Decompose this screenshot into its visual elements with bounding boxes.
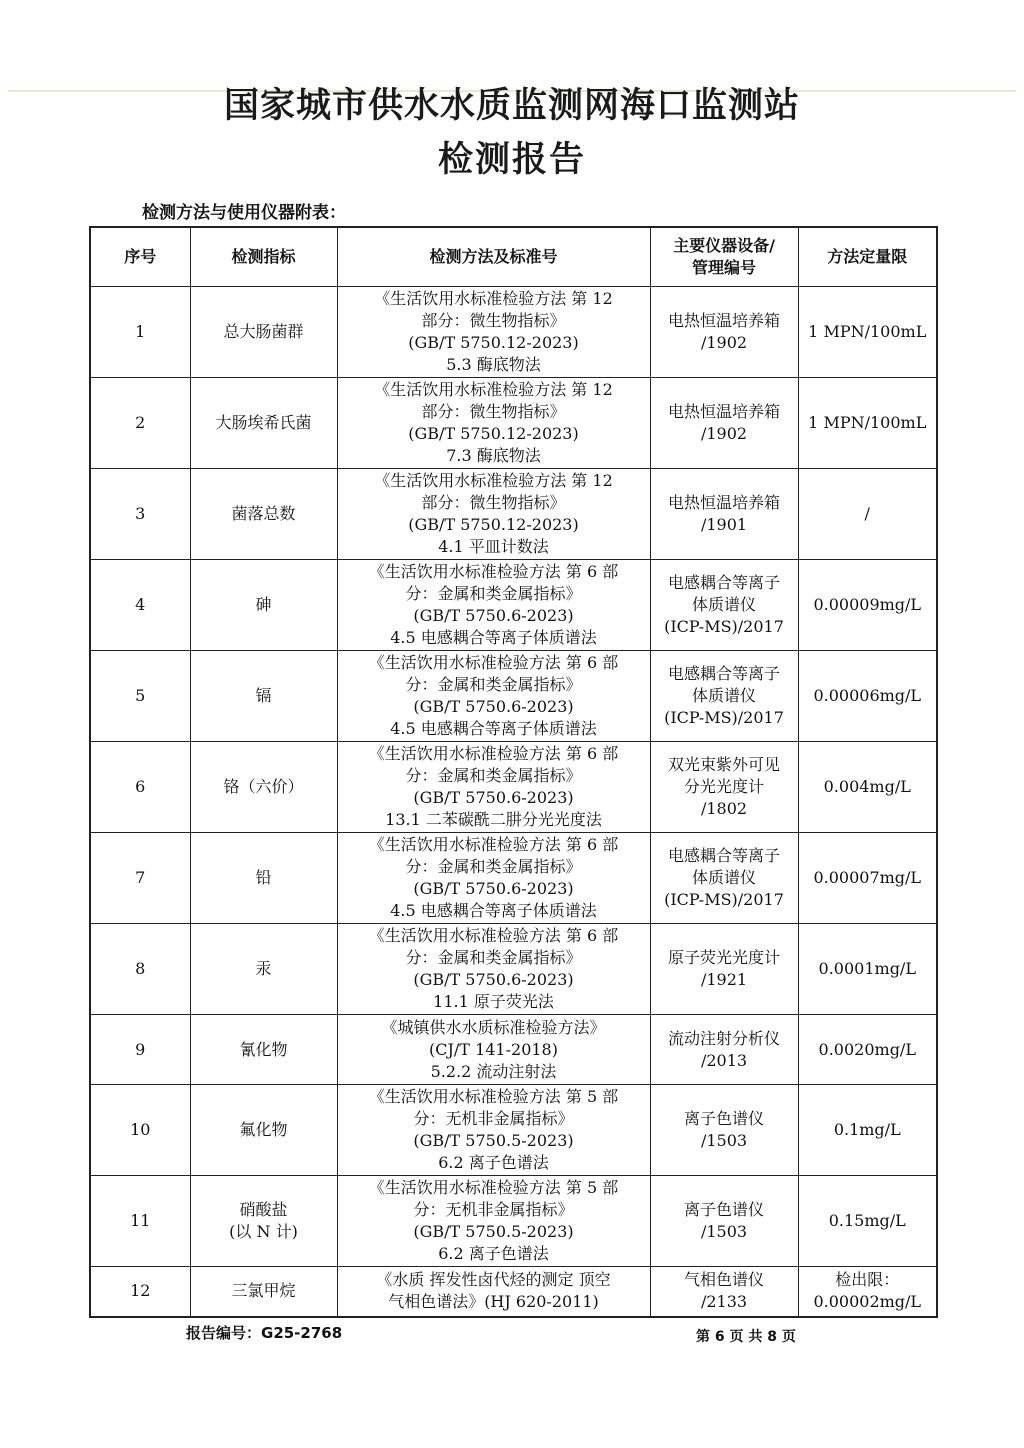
indicator-cell: 大肠埃希氏菌 (190, 378, 337, 469)
row-number: 5 (90, 651, 190, 742)
instrument-cell: 电热恒温培养箱 /1901 (650, 469, 798, 560)
method-cell: 《生活饮用水标准检验方法 第 6 部 分：金属和类金属指标》 (GB/T 5750.6-2023) 11.1 原子荧光法 (337, 924, 650, 1015)
row-number: 8 (90, 924, 190, 1015)
header-cell-indicator: 检测指标 (190, 227, 337, 287)
method-cell: 《生活饮用水标准检验方法 第 12 部分：微生物指标》 (GB/T 5750.12-2023) 4.1 平皿计数法 (337, 469, 650, 560)
table-body (90, 287, 937, 1317)
header-cell-no: 序号 (90, 227, 190, 287)
method-cell: 《生活饮用水标准检验方法 第 5 部 分：无机非金属指标》 (GB/T 5750.5-2023) 6.2 离子色谱法 (337, 1085, 650, 1176)
indicator-cell: 总大肠菌群 (190, 287, 337, 378)
table-row (90, 742, 937, 833)
row-number: 6 (90, 742, 190, 833)
method-cell: 《生活饮用水标准检验方法 第 6 部 分：金属和类金属指标》 (GB/T 5750.6-2023) 4.5 电感耦合等离子体质谱法 (337, 560, 650, 651)
indicator-cell: 菌落总数 (190, 469, 337, 560)
row-number: 1 (90, 287, 190, 378)
table-row (90, 378, 937, 469)
indicator-cell: 铅 (190, 833, 337, 924)
header-cell-instrument: 主要仪器设备/ 管理编号 (650, 227, 798, 287)
row-number: 7 (90, 833, 190, 924)
instrument-cell: 原子荧光光度计 /1921 (650, 924, 798, 1015)
instrument-cell: 流动注射分析仪 /2013 (650, 1015, 798, 1085)
header-cell-method: 检测方法及标准号 (337, 227, 650, 287)
instrument-cell: 电热恒温培养箱 /1902 (650, 378, 798, 469)
methods-table (89, 226, 938, 1318)
limit-cell: 0.0001mg/L (798, 924, 937, 1015)
row-number: 10 (90, 1085, 190, 1176)
table-row (90, 469, 937, 560)
row-number: 12 (90, 1267, 190, 1317)
instrument-cell: 双光束紫外可见 分光光度计 /1802 (650, 742, 798, 833)
limit-cell: 检出限： 0.00002mg/L (798, 1267, 937, 1317)
table-row (90, 1267, 937, 1317)
row-number: 11 (90, 1176, 190, 1267)
table-row (90, 651, 937, 742)
limit-cell: 0.00009mg/L (798, 560, 937, 651)
limit-cell: 1 MPN/100mL (798, 287, 937, 378)
indicator-cell: 氟化物 (190, 1085, 337, 1176)
instrument-cell: 电热恒温培养箱 /1902 (650, 287, 798, 378)
report-title: 国家城市供水水质监测网海口监测站 (223, 86, 800, 126)
instrument-cell: 气相色谱仪 /2133 (650, 1267, 798, 1317)
method-cell: 《生活饮用水标准检验方法 第 12 部分：微生物指标》 (GB/T 5750.12-2023) 7.3 酶底物法 (337, 378, 650, 469)
limit-cell: / (798, 469, 937, 560)
row-number: 2 (90, 378, 190, 469)
row-number: 9 (90, 1015, 190, 1085)
table-row (90, 1085, 937, 1176)
indicator-cell: 硝酸盐 (以 N 计) (190, 1176, 337, 1267)
table-row (90, 1176, 937, 1267)
method-cell: 《生活饮用水标准检验方法 第 6 部 分：金属和类金属指标》 (GB/T 5750.6-2023) 4.5 电感耦合等离子体质谱法 (337, 833, 650, 924)
report-subtitle-title: 检测报告 (437, 140, 586, 180)
method-cell: 《生活饮用水标准检验方法 第 6 部 分：金属和类金属指标》 (GB/T 5750.6-2023) 4.5 电感耦合等离子体质谱法 (337, 651, 650, 742)
report-number: 报告编号：G25-2768 (186, 1324, 343, 1342)
limit-cell: 0.00006mg/L (798, 651, 937, 742)
limit-cell: 0.0020mg/L (798, 1015, 937, 1085)
table-row (90, 924, 937, 1015)
indicator-cell: 三氯甲烷 (190, 1267, 337, 1317)
indicator-cell: 砷 (190, 560, 337, 651)
table-row (90, 833, 937, 924)
row-number: 4 (90, 560, 190, 651)
limit-cell: 0.15mg/L (798, 1176, 937, 1267)
indicator-cell: 汞 (190, 924, 337, 1015)
instrument-cell: 电感耦合等离子 体质谱仪 (ICP-MS)/2017 (650, 833, 798, 924)
method-cell: 《生活饮用水标准检验方法 第 6 部 分：金属和类金属指标》 (GB/T 5750.6-2023) 13.1 二苯碳酰二肼分光光度法 (337, 742, 650, 833)
page-indicator: 第 6 页 共 8 页 (696, 1329, 796, 1345)
method-cell: 《水质 挥发性卤代烃的测定 顶空 气相色谱法》(HJ 620-2011) (337, 1267, 650, 1317)
table-row (90, 1015, 937, 1085)
method-cell: 《生活饮用水标准检验方法 第 5 部 分：无机非金属指标》 (GB/T 5750.5-2023) 6.2 离子色谱法 (337, 1176, 650, 1267)
table-row (90, 287, 937, 378)
instrument-cell: 离子色谱仪 /1503 (650, 1085, 798, 1176)
indicator-cell: 氰化物 (190, 1015, 337, 1085)
table-row (90, 560, 937, 651)
instrument-cell: 电感耦合等离子 体质谱仪 (ICP-MS)/2017 (650, 560, 798, 651)
method-cell: 《生活饮用水标准检验方法 第 12 部分：微生物指标》 (GB/T 5750.12-2023) 5.3 酶底物法 (337, 287, 650, 378)
limit-cell: 1 MPN/100mL (798, 378, 937, 469)
limit-cell: 0.00007mg/L (798, 833, 937, 924)
instrument-cell: 离子色谱仪 /1503 (650, 1176, 798, 1267)
limit-cell: 0.004mg/L (798, 742, 937, 833)
indicator-cell: 铬（六价） (190, 742, 337, 833)
table-header-row (90, 227, 937, 287)
header-cell-limit: 方法定量限 (798, 227, 937, 287)
method-cell: 《城镇供水水质标准检验方法》 (CJ/T 141-2018) 5.2.2 流动注射法 (337, 1015, 650, 1085)
instrument-cell: 电感耦合等离子 体质谱仪 (ICP-MS)/2017 (650, 651, 798, 742)
limit-cell: 0.1mg/L (798, 1085, 937, 1176)
indicator-cell: 镉 (190, 651, 337, 742)
row-number: 3 (90, 469, 190, 560)
appendix-caption: 检测方法与使用仪器附表： (142, 203, 346, 223)
